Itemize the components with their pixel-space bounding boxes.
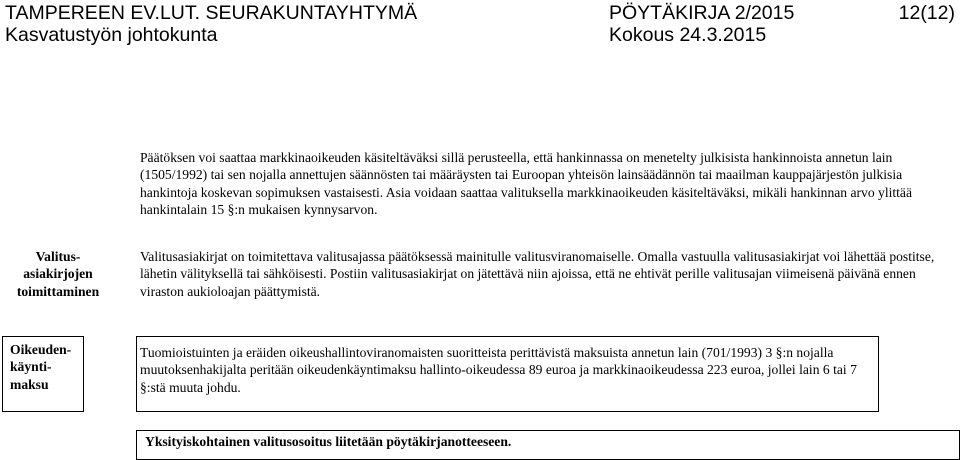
- fee-heading: [10, 341, 71, 393]
- meeting-date: Kokous 24.3.2015: [609, 24, 767, 46]
- delivery-heading-line-1: Valitus-: [35, 249, 81, 264]
- delivery-heading: [8, 248, 108, 300]
- delivery-paragraph: Valitusasiakirjat on toimitettava valitusajassa päätöksessä mainitulle valitusviranomaiselle. Omalla vastuulla valitusasiakirjat voi lähettää postitse, lähetin välityksellä tai sähköisesti. Postiin valitusasiakirjat on jätettävä niin ajoissa, että ne ehtivät perille valitusajan viimeisenä päivänä ennen viraston aukioloajan päättymistä.: [140, 249, 935, 299]
- document-header: [5, 2, 955, 46]
- minutes-number: PÖYTÄKIRJA 2/2015: [609, 2, 795, 24]
- fee-paragraph: Tuomioistuinten ja eräiden oikeushallintoviranomaisten suoritteista perittävistä maksuista annetun lain (701/1993) 3 §:n nojalla muutoksenhakijalta peritään oikeudenkäyntimaksu hallinto-oikeudessa 89 euroa ja markkinaoikeudessa 223 euroa, jollei lain 6 tai 7 §:stä muuta johdu.: [140, 345, 857, 395]
- fee-heading-line-3: maksu: [10, 376, 49, 392]
- appeal-intro-paragraph: Päätöksen voi saattaa markkinaoikeuden käsiteltäväksi sillä perusteella, että hankinnassa on menetelty julkisista hankinnoista annetun lain (1505/1992) tai sen nojalla annettujen säännösten tai määräysten tai Euroopan yhteisön lainsäädännön tai maailman kauppajärjestön julkisia hankintoja koskevan sopimuksen vastaisesti. Asia voidaan saattaa valituksella markkinaoikeuden käsiteltäväksi, mikäli hankinnan arvo ylittää hankintalain 15 §:n mukaisen kynnysarvon.: [140, 150, 913, 217]
- fee-heading-line-1: Oikeuden-: [10, 342, 72, 357]
- delivery-heading-line-2: asiakirjojen: [23, 266, 93, 282]
- delivery-heading-line-3: toimittaminen: [16, 283, 100, 299]
- page-number: 12(12): [898, 2, 955, 24]
- committee-name: Kasvatustyön johtokunta: [5, 24, 218, 46]
- fee-heading-line-2: käynti-: [10, 359, 52, 375]
- organization-name: TAMPEREEN EV.LUT. SEURAKUNTAYHTYMÄ: [5, 2, 418, 24]
- footer-note: Yksityiskohtainen valitusosoitus liitetään pöytäkirjanotteeseen.: [145, 434, 512, 449]
